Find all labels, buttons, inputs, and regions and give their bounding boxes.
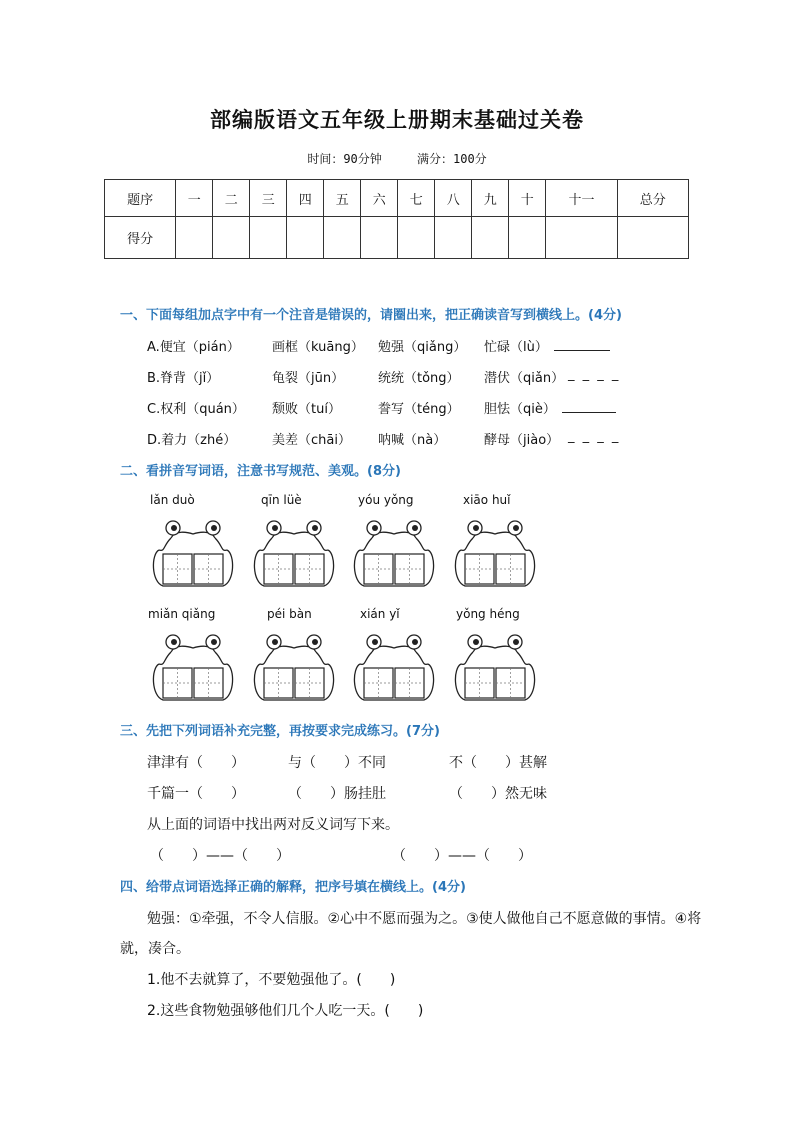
- s1-item: A.便宜（pián）: [147, 340, 240, 355]
- pinyin-label: miǎn qiǎng: [148, 607, 216, 621]
- score-cell[interactable]: [546, 217, 617, 259]
- frog-writing-box[interactable]: [250, 630, 338, 702]
- score-header-cell: 十: [509, 180, 546, 217]
- score-cell[interactable]: [287, 217, 324, 259]
- definition-text-cont: 就，凑合。: [120, 941, 190, 957]
- score-header-cell: 总分: [617, 180, 688, 217]
- pinyin-label: yóu yǒng: [358, 493, 414, 507]
- pinyin-label: yǒng héng: [456, 607, 520, 621]
- score-header-cell: 六: [361, 180, 398, 217]
- answer-blank[interactable]: _ _ _ _: [568, 367, 621, 382]
- section-3-heading: 三、先把下列词语补充完整，再按要求完成练习。(7分): [120, 724, 440, 739]
- pinyin-label: xián yǐ: [360, 607, 400, 621]
- section-2-heading: 二、看拼音写词语，注意书写规范、美观。(8分): [120, 464, 401, 479]
- idiom-blank[interactable]: （ ）肠挂肚: [288, 786, 386, 802]
- antonym-pair-blank[interactable]: （ ）——（ ）: [150, 848, 290, 864]
- score-header-cell: 四: [287, 180, 324, 217]
- s1-item: 忙碌（lù）: [484, 340, 548, 355]
- s1-item: 颓败（tuí）: [272, 402, 341, 417]
- idiom-blank[interactable]: 津津有（ ）: [147, 755, 245, 771]
- s1-item: 美差（chāi）: [272, 433, 351, 448]
- exam-time: 时间：90分钟: [307, 152, 382, 166]
- score-cell[interactable]: [176, 217, 213, 259]
- page-title: 部编版语文五年级上册期末基础过关卷: [210, 108, 584, 132]
- s1-item: 统统（tǒng）: [378, 371, 460, 386]
- score-header-cell: 五: [324, 180, 361, 217]
- answer-blank[interactable]: [562, 398, 616, 417]
- score-cell[interactable]: [250, 217, 287, 259]
- score-cell[interactable]: [617, 217, 688, 259]
- frog-writing-box[interactable]: [149, 516, 237, 588]
- answer-blank[interactable]: _ _ _ _: [568, 429, 621, 444]
- score-cell[interactable]: [398, 217, 435, 259]
- score-row-label: 得分: [105, 217, 176, 259]
- score-table-score-row: [105, 217, 689, 259]
- score-header-cell: 九: [472, 180, 509, 217]
- score-cell[interactable]: [509, 217, 546, 259]
- pinyin-label: qīn lüè: [261, 493, 302, 507]
- s1-item: 龟裂（jūn）: [272, 371, 345, 386]
- s1-item: 酵母（jiào）: [484, 433, 560, 448]
- frog-writing-box[interactable]: [350, 630, 438, 702]
- score-header-cell: 七: [398, 180, 435, 217]
- idiom-blank[interactable]: 与（ ）不同: [288, 755, 386, 771]
- question-item[interactable]: 1.他不去就算了，不要勉强他了。( ): [147, 972, 396, 988]
- section-1-heading: 一、下面每组加点字中有一个注音是错误的，请圈出来，把正确读音写到横线上。(4分): [120, 308, 622, 323]
- score-cell[interactable]: [435, 217, 472, 259]
- score-header-cell: 十一: [546, 180, 617, 217]
- frog-writing-box[interactable]: [451, 630, 539, 702]
- s1-item: B.脊背（jǐ）: [147, 371, 220, 386]
- score-cell[interactable]: [213, 217, 250, 259]
- frog-writing-box[interactable]: [451, 516, 539, 588]
- definition-text: 勉强：①牵强，不令人信服。②心中不愿而强为之。③使人做他自己不愿意做的事情。④将: [147, 911, 702, 927]
- s1-item: D.着力（zhé）: [147, 433, 237, 448]
- score-header-cell: 一: [176, 180, 213, 217]
- score-cell[interactable]: [472, 217, 509, 259]
- exam-meta: [0, 150, 794, 167]
- s3-instruction: 从上面的词语中找出两对反义词写下来。: [147, 817, 399, 833]
- frog-writing-box[interactable]: [250, 516, 338, 588]
- section-4-heading: 四、给带点词语选择正确的解释，把序号填在横线上。(4分): [120, 880, 466, 895]
- s1-item: 画框（kuāng）: [272, 340, 364, 355]
- score-table: [104, 179, 689, 259]
- exam-full-score: 满分：100分: [417, 152, 487, 166]
- s1-item: C.权利（quán）: [147, 402, 245, 417]
- frog-writing-box[interactable]: [350, 516, 438, 588]
- score-header-cell: 三: [250, 180, 287, 217]
- pinyin-label: péi bàn: [267, 607, 312, 621]
- s1-item: 勉强（qiǎng）: [378, 340, 467, 355]
- s1-item: 呐喊（nà）: [378, 433, 447, 448]
- score-header-cell: 题序: [105, 180, 176, 217]
- s1-item: 誊写（téng）: [378, 402, 460, 417]
- score-table-header-row: [105, 180, 689, 217]
- score-header-cell: 二: [213, 180, 250, 217]
- pinyin-label: xiāo huǐ: [463, 493, 511, 507]
- idiom-blank[interactable]: （ ）然无味: [449, 786, 547, 802]
- frog-writing-box[interactable]: [149, 630, 237, 702]
- question-item[interactable]: 2.这些食物勉强够他们几个人吃一天。( ): [147, 1003, 424, 1019]
- score-header-cell: 八: [435, 180, 472, 217]
- idiom-blank[interactable]: 千篇一（ ）: [147, 786, 245, 802]
- score-cell[interactable]: [324, 217, 361, 259]
- pinyin-label: lǎn duò: [150, 493, 195, 507]
- antonym-pair-blank[interactable]: （ ）——（ ）: [392, 848, 532, 864]
- score-cell[interactable]: [361, 217, 398, 259]
- answer-blank[interactable]: [554, 336, 610, 355]
- s1-item: 潜伏（qiǎn）: [484, 371, 565, 386]
- s1-item: 胆怯（qiè）: [484, 402, 556, 417]
- idiom-blank[interactable]: 不（ ）甚解: [449, 755, 547, 771]
